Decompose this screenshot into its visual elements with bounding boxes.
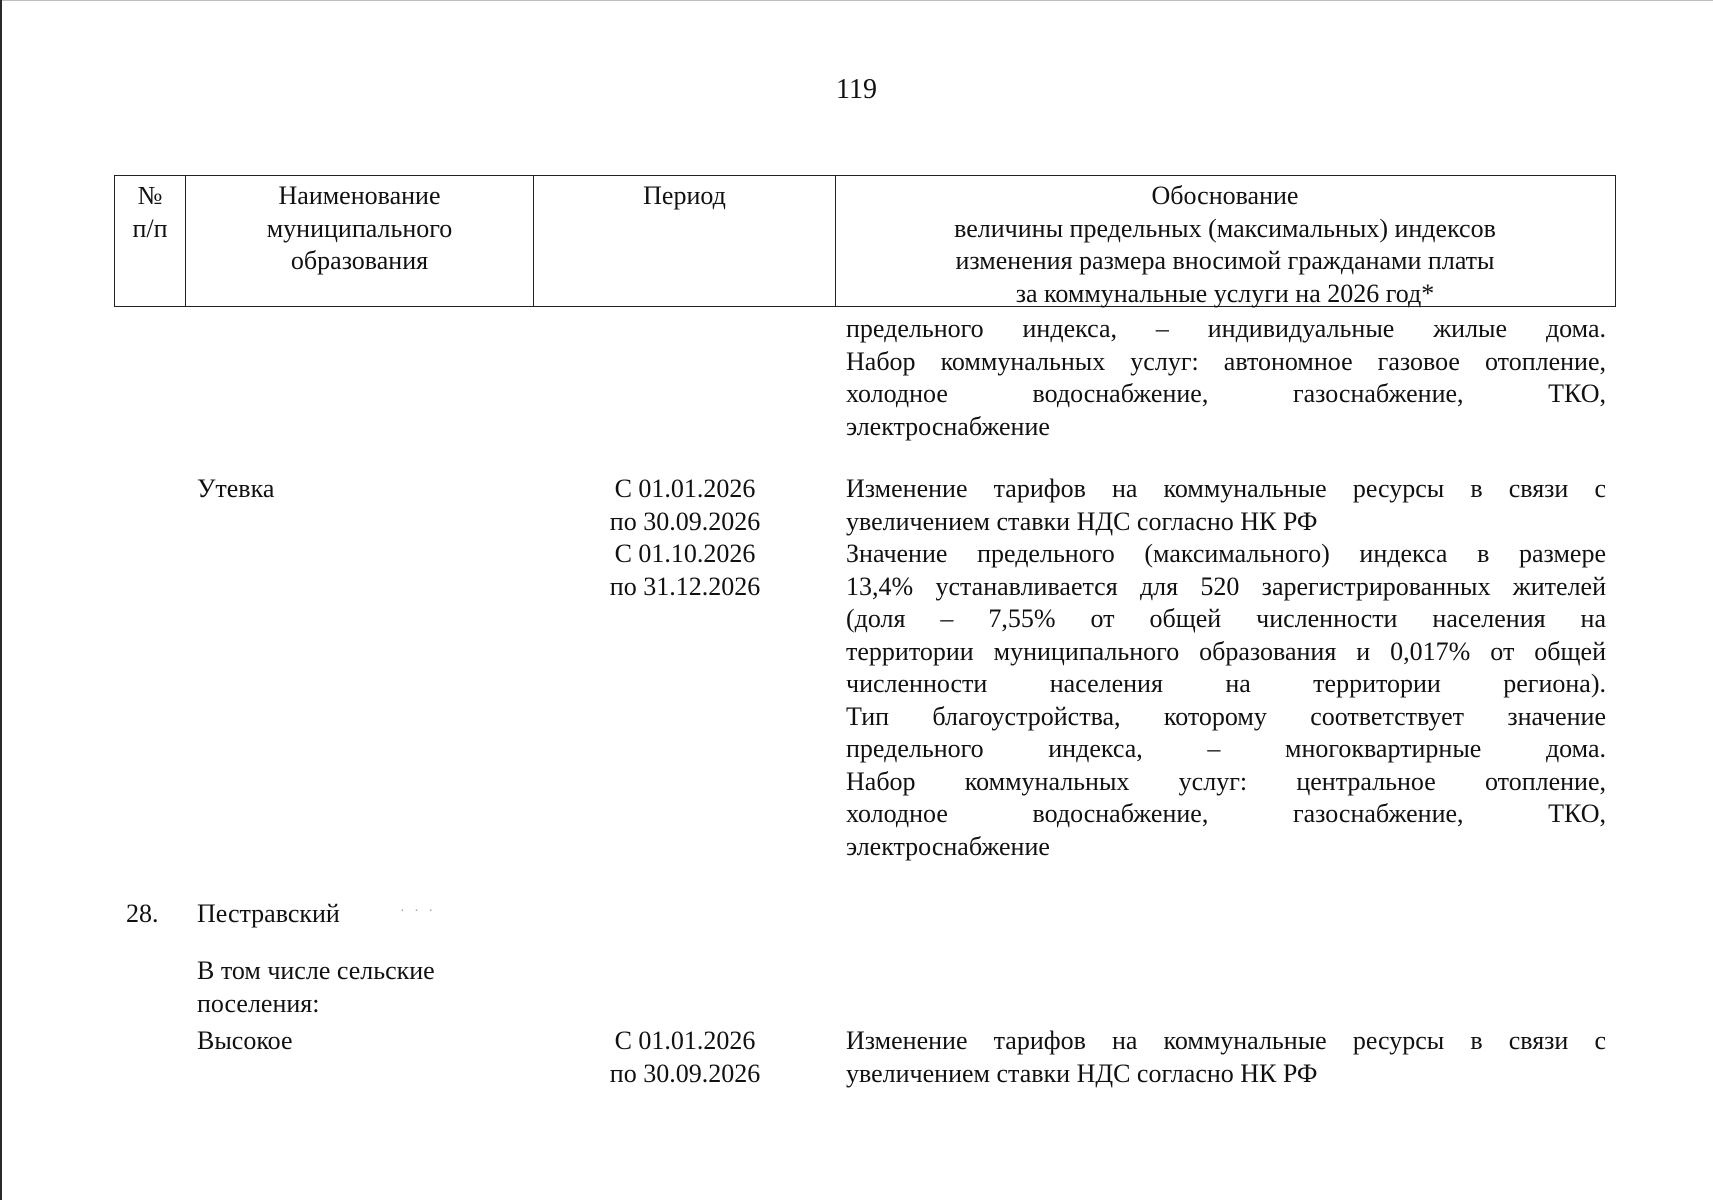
header-text: Обоснование — [1151, 181, 1299, 210]
header-text: Период — [643, 181, 726, 210]
row-name-vysokoe: Высокое — [197, 1026, 293, 1055]
period-line: по 30.09.2026 — [609, 506, 761, 536]
text-line: холодное водоснабжение, газоснабжение, ТКО, — [846, 379, 1606, 408]
text-line: поселения: — [197, 988, 320, 1018]
text-line: 13,4% устанавливается для 520 зарегистрированных жителей — [846, 571, 1606, 601]
text-line: территории муниципального образования и 0,017% от общей — [846, 636, 1606, 666]
subheading-rural-settlements — [197, 955, 435, 1020]
row-period-vysokoe — [570, 1025, 800, 1090]
row-name-utevka: Утевка — [197, 474, 275, 503]
continuation-text — [846, 313, 1606, 443]
header-text: п/п — [132, 213, 168, 243]
text-line: электроснабжение — [846, 831, 1050, 861]
text-line: В том числе сельские — [197, 956, 435, 985]
text-line: электроснабжение — [846, 411, 1050, 441]
header-text: № — [137, 181, 163, 210]
text-line: Изменение тарифов на коммунальные ресурсы в связи с — [846, 474, 1606, 503]
header-text: величины предельных (максимальных) индексов — [954, 213, 1496, 243]
page-border-left — [0, 0, 2, 1200]
row-basis-vysokoe — [846, 1025, 1606, 1090]
header-text: за коммунальные услуги на 2026 год* — [1015, 278, 1435, 308]
period-line: по 30.09.2026 — [609, 1058, 761, 1088]
header-col-number — [115, 176, 186, 306]
row-number-28: 28. — [126, 899, 159, 928]
text-line: предельного индекса, – многоквартирные дома. — [846, 734, 1606, 763]
header-col-period — [534, 176, 836, 306]
header-text: образования — [290, 246, 429, 275]
period-line: по 31.12.2026 — [609, 571, 761, 601]
page-border-top — [0, 0, 1713, 1]
period-line: С 01.10.2026 — [614, 539, 756, 568]
row-basis-utevka — [846, 473, 1606, 863]
text-line: увеличением ставки НДС согласно НК РФ — [846, 1058, 1318, 1088]
page-number: 119 — [836, 74, 877, 105]
text-line: предельного индекса, – индивидуальные жилые дома. — [846, 314, 1606, 343]
header-text: изменения размера вносимой гражданами платы — [955, 246, 1495, 275]
text-line: Тип благоустройства, которому соответствует значение — [846, 701, 1606, 731]
row-name-pestravsky: Пестравский — [197, 899, 340, 928]
header-text: Наименование — [278, 181, 441, 210]
period-line: С 01.01.2026 — [614, 1026, 756, 1055]
header-col-name — [186, 176, 534, 306]
text-line: Набор коммунальных услуг: центральное отопление, — [846, 766, 1606, 796]
text-line: холодное водоснабжение, газоснабжение, ТКО, — [846, 799, 1606, 828]
text-line: увеличением ставки НДС согласно НК РФ — [846, 506, 1318, 536]
text-line: (доля – 7,55% от общей численности населения на — [846, 604, 1606, 633]
header-text: муниципального — [266, 213, 453, 243]
period-line: С 01.01.2026 — [614, 474, 756, 503]
row-period-utevka — [570, 473, 800, 603]
header-col-basis — [836, 176, 1614, 306]
text-line: Значение предельного (максимального) индекса в размере — [846, 539, 1606, 568]
text-line: численности населения на территории региона). — [846, 669, 1606, 698]
scan-speckle: · · · — [400, 904, 436, 919]
table-header — [114, 175, 1616, 307]
text-line: Изменение тарифов на коммунальные ресурсы в связи с — [846, 1026, 1606, 1055]
text-line: Набор коммунальных услуг: автономное газовое отопление, — [846, 346, 1606, 376]
